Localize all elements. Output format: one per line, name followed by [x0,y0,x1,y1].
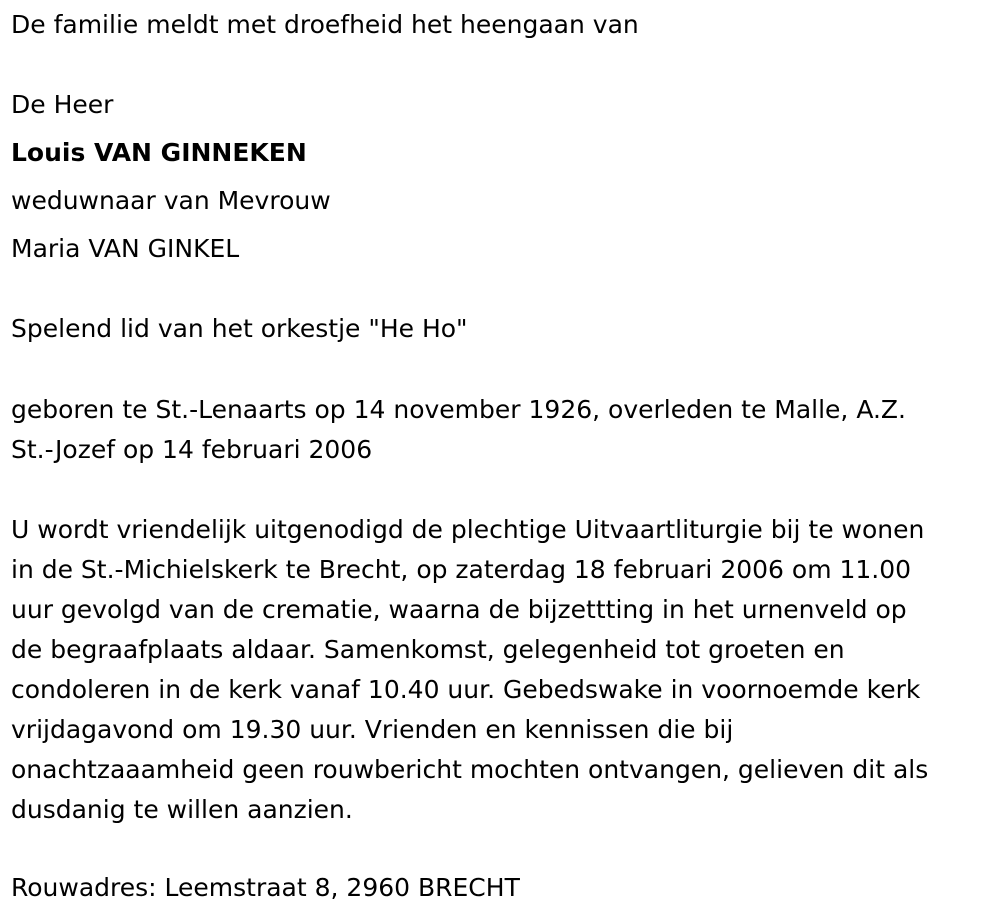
invitation-paragraph [11,510,996,830]
invitation-line: in de St.-Michielskerk te Brecht, op zaterdag 18 februari 2006 om 11.00 [11,555,912,584]
invitation-line: onachtzaaamheid geen rouwbericht mochten ontvangen, gelieven dit als [11,755,929,784]
deceased-name: Louis VAN GINNEKEN [11,138,307,167]
invitation-line: U wordt vriendelijk uitgenodigd de plechtige Uitvaartliturgie bij te wonen [11,515,925,544]
intro-text: De familie meldt met droefheid het heengaan van [11,10,639,39]
invitation-line: de begraafplaats aldaar. Samenkomst, gelegenheid tot groeten en [11,635,845,664]
invitation-line: uur gevolgd van de crematie, waarna de bijzettting in het urnenveld op [11,595,907,624]
birth-death-line: St.-Jozef op 14 februari 2006 [11,435,373,464]
membership-text: Spelend lid van het orkestje "He Ho" [11,314,468,343]
invitation-line: condoleren in de kerk vanaf 10.40 uur. Gebedswake in voornoemde kerk [11,675,921,704]
birth-death-line: geboren te St.-Lenaarts op 14 november 1926, overleden te Malle, A.Z. [11,395,907,424]
salutation: De Heer [11,90,114,119]
relation-text: weduwnaar van Mevrouw [11,186,331,215]
invitation-line: dusdanig te willen aanzien. [11,795,353,824]
invitation-line: vrijdagavond om 19.30 uur. Vrienden en kennissen die bij [11,715,734,744]
address-text: Rouwadres: Leemstraat 8, 2960 BRECHT [11,873,520,902]
birth-death-paragraph [11,390,996,470]
spouse-name: Maria VAN GINKEL [11,234,240,263]
